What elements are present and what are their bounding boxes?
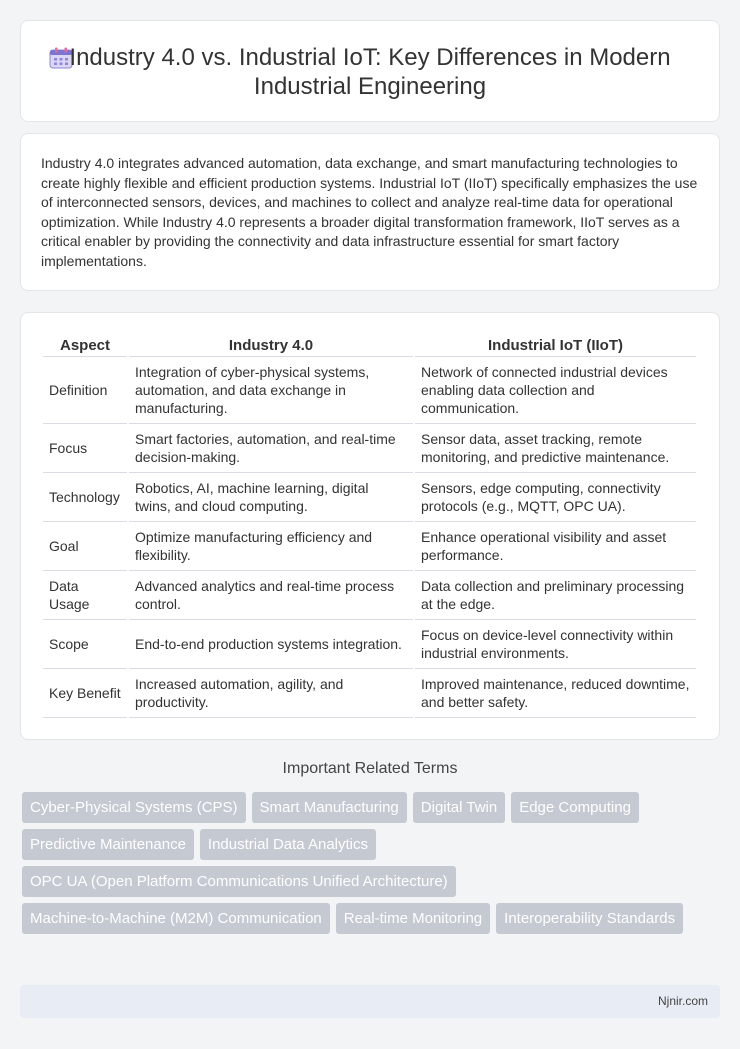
row-industry-4: Optimize manufacturing efficiency and flexibility. [129, 522, 413, 571]
row-aspect: Key Benefit [43, 669, 127, 718]
table-row [43, 571, 696, 620]
tag-interoperability-standards[interactable]: Interoperability Standards [496, 903, 683, 934]
table-row [43, 620, 696, 669]
row-industry-4: Robotics, AI, machine learning, digital twins, and cloud computing. [129, 473, 413, 522]
footer [20, 985, 720, 1018]
row-industry-4: Increased automation, agility, and productivity. [129, 669, 413, 718]
tag-digital-twin[interactable]: Digital Twin [413, 792, 505, 823]
column-header-industry-4: Industry 4.0 [129, 335, 413, 357]
row-iiot: Network of connected industrial devices enabling data collection and communication. [415, 357, 696, 424]
row-industry-4: Integration of cyber-physical systems, automation, and data exchange in manufacturing. [129, 357, 413, 424]
column-header-iiot: Industrial IoT (IIoT) [415, 335, 696, 357]
intro-card [20, 133, 720, 291]
header-card [20, 20, 720, 122]
row-industry-4: End-to-end production systems integration. [129, 620, 413, 669]
row-aspect: Technology [43, 473, 127, 522]
intro-text: Industry 4.0 integrates advanced automation, data exchange, and smart manufacturing technologies to create highly flexible and efficient production systems. Industrial IoT (IIoT) specifically emphasizes the use of interconnected sensors, devices, and machines to collect and analyze real-time data for operational optimization. While Industry 4.0 represents a broader digital transformation framework, IIoT serves as a critical enabler by providing the connectivity and data infrastructure essential for smart factory implementations. [41, 155, 698, 269]
tag-edge-computing[interactable]: Edge Computing [511, 792, 639, 823]
tag-predictive-maintenance[interactable]: Predictive Maintenance [22, 829, 194, 860]
row-industry-4: Smart factories, automation, and real-time decision-making. [129, 424, 413, 473]
related-terms-title: Important Related Terms [282, 760, 458, 777]
table-row [43, 669, 696, 718]
comparison-table [41, 335, 698, 718]
row-iiot: Enhance operational visibility and asset performance. [415, 522, 696, 571]
tag-industrial-data-analytics[interactable]: Industrial Data Analytics [200, 829, 376, 860]
tag-real-time-monitoring[interactable]: Real-time Monitoring [336, 903, 490, 934]
tag-m2m-communication[interactable]: Machine-to-Machine (M2M) Communication [22, 903, 330, 934]
row-industry-4: Advanced analytics and real-time process control. [129, 571, 413, 620]
comparison-table-card [20, 312, 720, 740]
row-iiot: Improved maintenance, reduced downtime, and better safety. [415, 669, 696, 718]
table-header-row [43, 335, 696, 357]
row-iiot: Sensors, edge computing, connectivity protocols (e.g., MQTT, OPC UA). [415, 473, 696, 522]
row-aspect: Definition [43, 357, 127, 424]
related-terms-list [22, 792, 702, 940]
row-iiot: Focus on device-level connectivity within industrial environments. [415, 620, 696, 669]
table-row [43, 522, 696, 571]
tag-smart-manufacturing[interactable]: Smart Manufacturing [252, 792, 407, 823]
column-header-aspect: Aspect [43, 335, 127, 357]
table-row [43, 424, 696, 473]
table-row [43, 357, 696, 424]
row-iiot: Sensor data, asset tracking, remote monitoring, and predictive maintenance. [415, 424, 696, 473]
page-title: Industry 4.0 vs. Industrial IoT: Key Differences in Modern Industrial Engineering [69, 44, 671, 100]
tag-opc-ua[interactable]: OPC UA (Open Platform Communications Unified Architecture) [22, 866, 456, 897]
row-aspect: Data Usage [43, 571, 127, 620]
table-row [43, 473, 696, 522]
row-aspect: Scope [43, 620, 127, 669]
tag-cyber-physical-systems[interactable]: Cyber-Physical Systems (CPS) [22, 792, 246, 823]
row-aspect: Focus [43, 424, 127, 473]
row-aspect: Goal [43, 522, 127, 571]
row-iiot: Data collection and preliminary processing at the edge. [415, 571, 696, 620]
footer-site-link[interactable]: Njnir.com [657, 994, 708, 1008]
